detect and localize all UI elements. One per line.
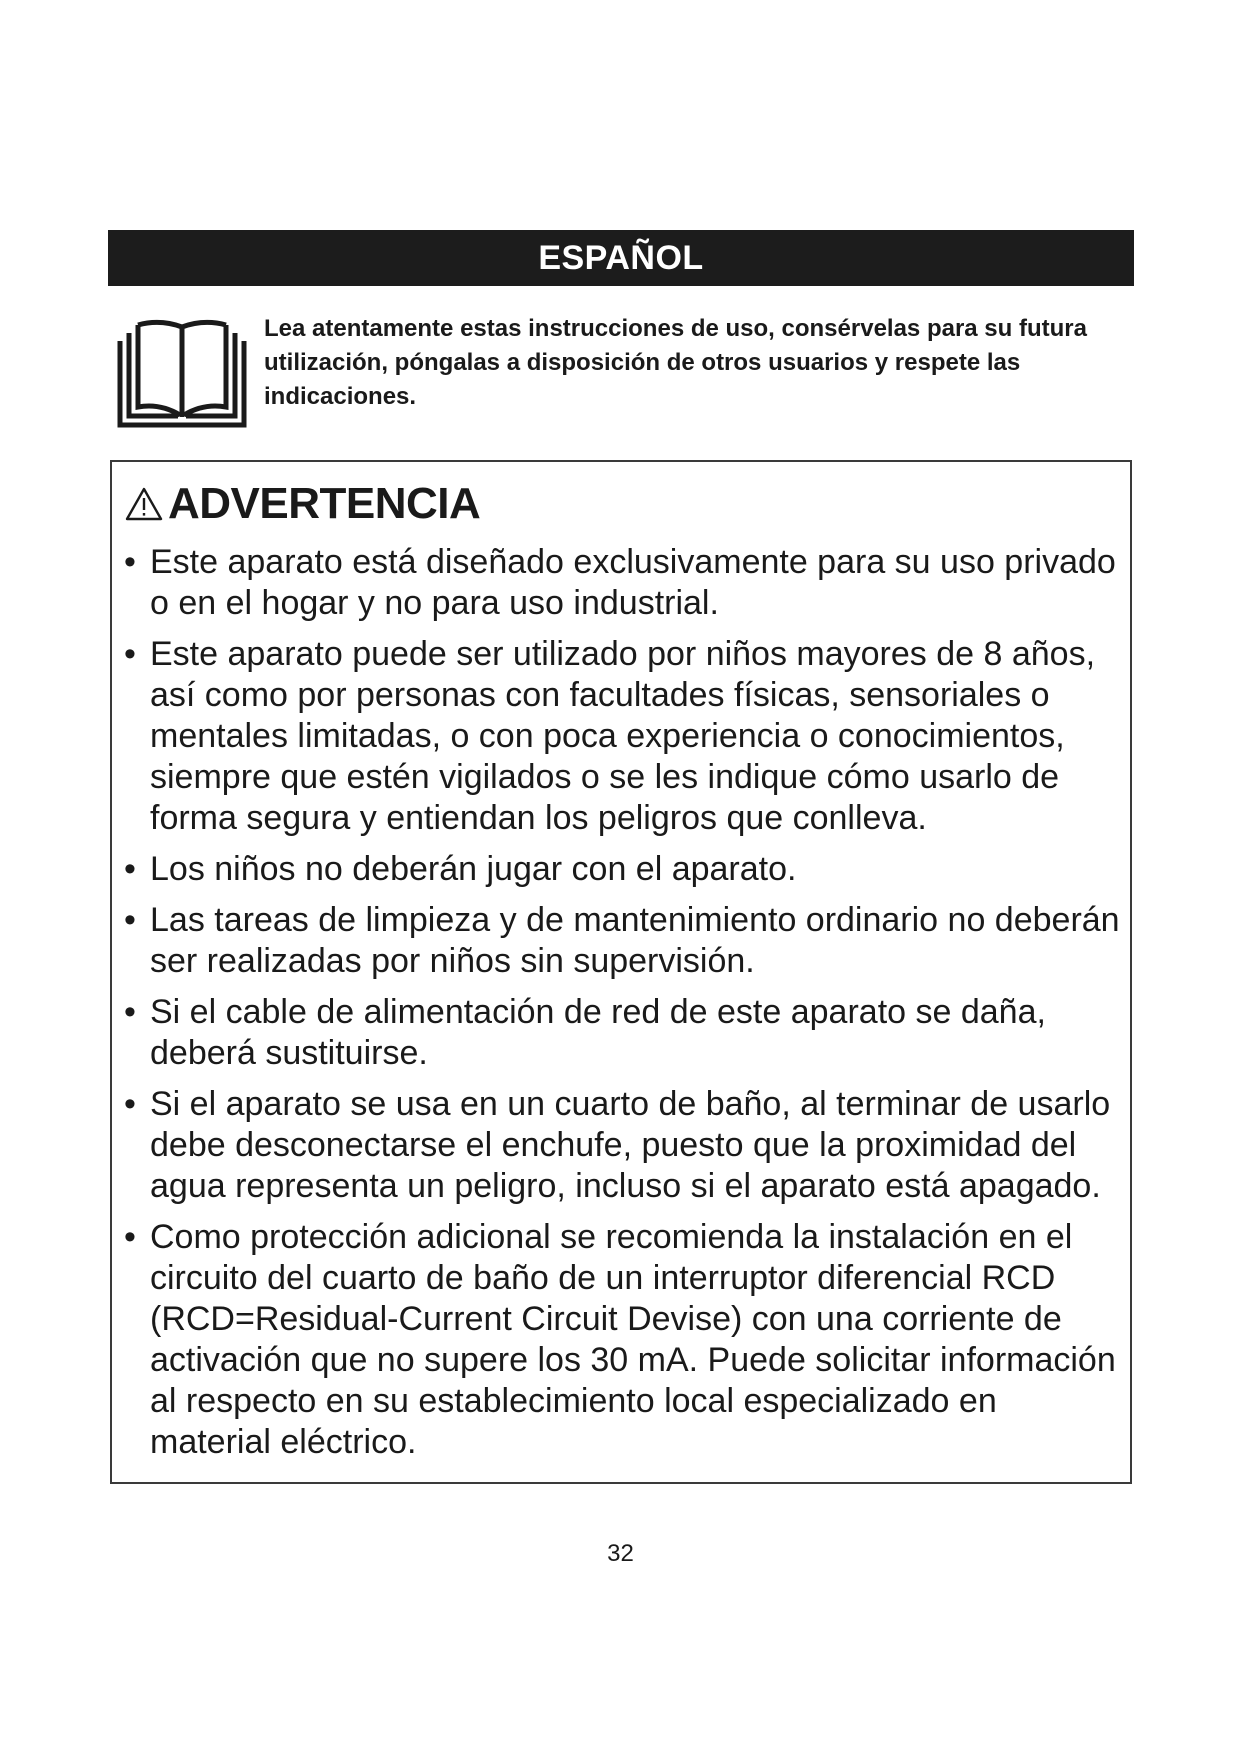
bullet: • — [124, 1085, 136, 1123]
intro-text: Lea atentamente estas instrucciones de uso, consérvelas para su futura utilización, póngalas a disposición de otros usuarios y respete las indicaciones. — [264, 315, 1087, 410]
list-item — [122, 992, 1122, 1074]
bullet: • — [124, 901, 136, 939]
list-item-text: Si el aparato se usa en un cuarto de baño, al terminar de usarlo debe desconectarse el enchufe, puesto que la proximidad del agua representa un peligro, incluso si el aparato está apagado. — [150, 1085, 1111, 1205]
list-item-text: Las tareas de limpieza y de mantenimiento ordinario no deberán ser realizadas por niños sin supervisión. — [150, 901, 1120, 980]
list-item — [122, 1084, 1122, 1207]
list-item-text: Este aparato puede ser utilizado por niños mayores de 8 años, así como por personas con facultades físicas, sensoriales o mentales limitadas, o con poca experiencia o conocimientos, siempre que estén vigilados o se les indique cómo usarlo de forma segura y entiendan los peligros que conlleva. — [150, 635, 1096, 837]
bullet: • — [124, 635, 136, 673]
list-item — [122, 634, 1122, 839]
intro-section — [116, 312, 1136, 432]
language-header: ESPAÑOL — [108, 230, 1134, 286]
warning-title: ADVERTENCIA — [168, 479, 481, 528]
bullet: • — [124, 543, 136, 581]
list-item — [122, 849, 1122, 890]
warning-list — [122, 542, 1122, 1473]
bullet: • — [124, 850, 136, 888]
page-number: 32 — [607, 1540, 634, 1567]
list-item-text: Como protección adicional se recomienda la instalación en el circuito del cuarto de baño de un interruptor diferencial RCD (RCD=Residual-Current Circuit Devise) con una corriente de activación que no supere los 30 mA. Puede solicitar información al respecto en su establecimiento local especializado en material eléctrico. — [150, 1218, 1116, 1461]
list-item-text: Este aparato está diseñado exclusivamente para su uso privado o en el hogar y no para uso industrial. — [150, 543, 1116, 622]
list-item — [122, 900, 1122, 982]
bullet: • — [124, 1218, 136, 1256]
warning-box — [110, 460, 1132, 1484]
warning-triangle-icon — [124, 486, 164, 522]
list-item — [122, 542, 1122, 624]
list-item-text: Los niños no deberán jugar con el aparato. — [150, 850, 797, 888]
list-item — [122, 1217, 1122, 1463]
book-icon — [116, 315, 248, 429]
warning-header — [124, 474, 480, 534]
list-item-text: Si el cable de alimentación de red de este aparato se daña, deberá sustituirse. — [150, 993, 1046, 1072]
bullet: • — [124, 993, 136, 1031]
